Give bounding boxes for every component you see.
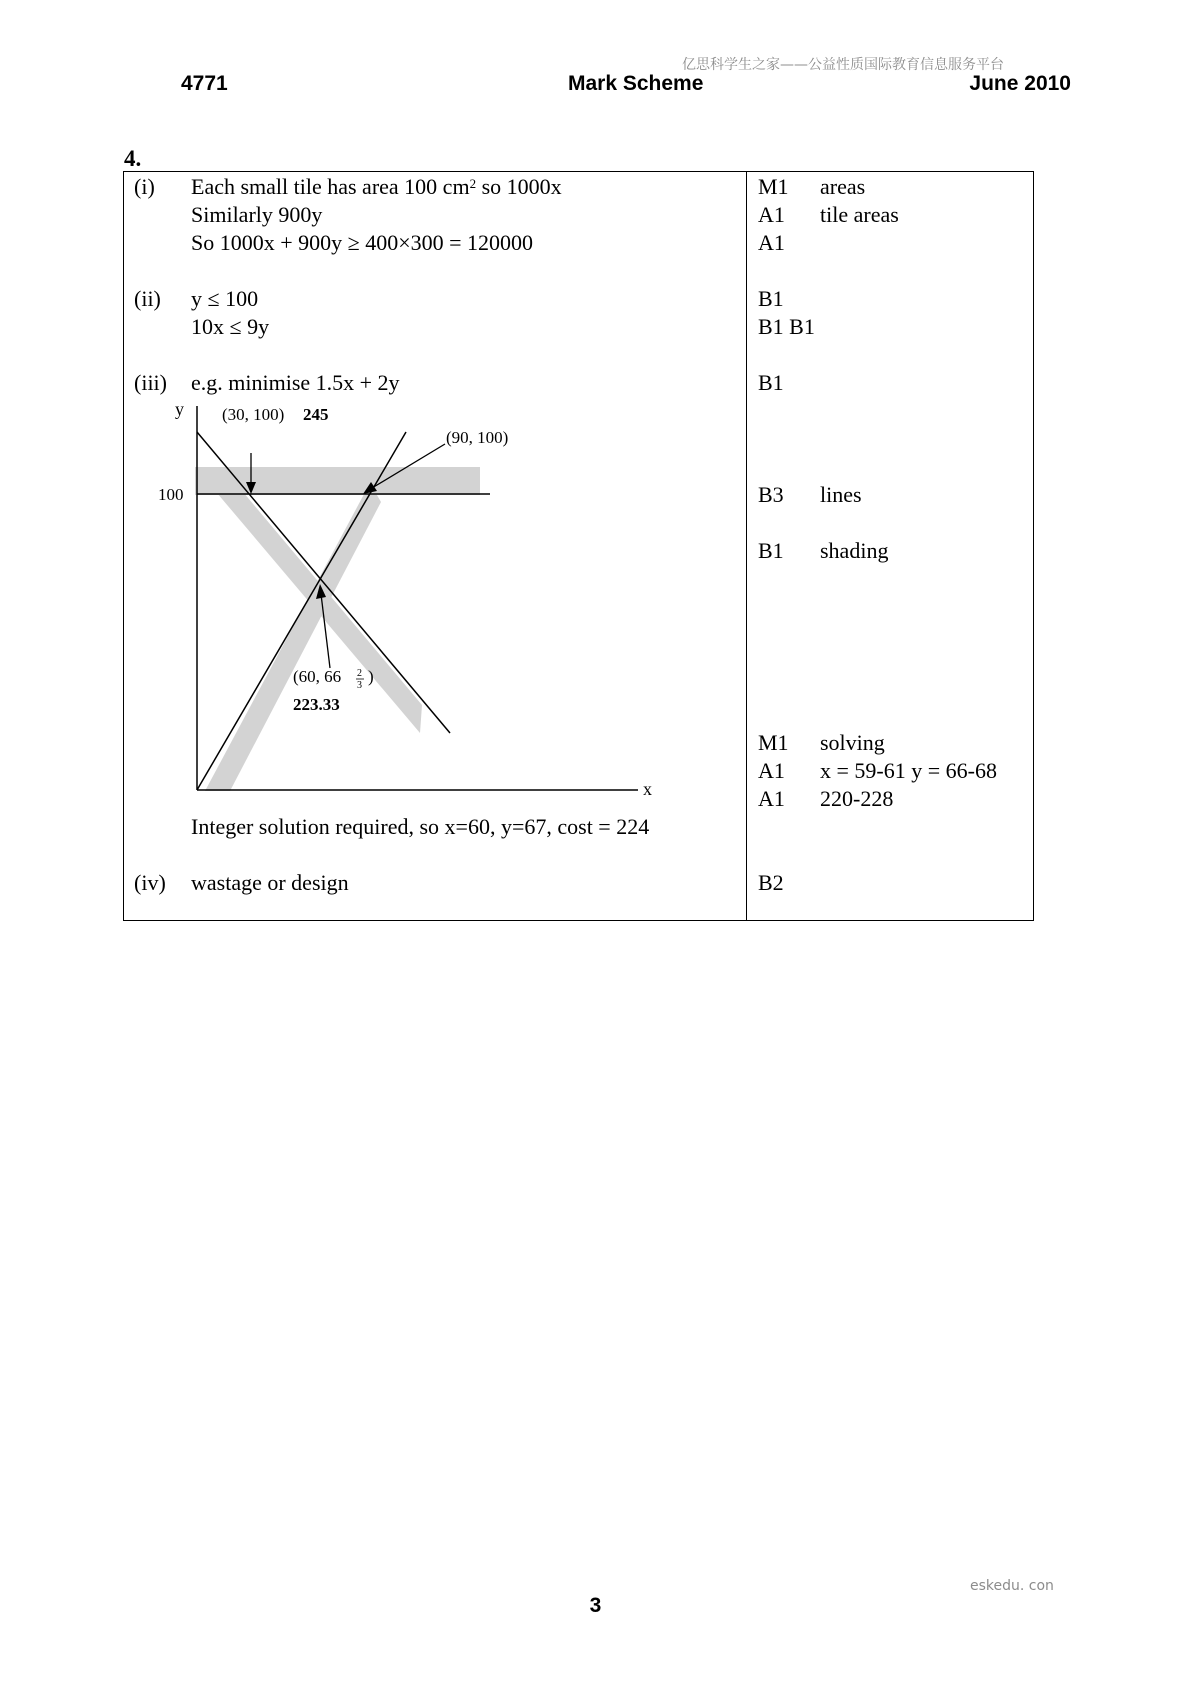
point-c-coords-suffix: ) bbox=[368, 667, 374, 686]
mark-comment: lines bbox=[820, 482, 862, 507]
mark-code: M1 bbox=[758, 730, 789, 755]
point-c-value: 223.33 bbox=[293, 695, 340, 714]
mark-code: A1 bbox=[758, 758, 785, 783]
part-iii-label: (iii) bbox=[134, 370, 167, 395]
part-i-line2: Similarly 900y bbox=[191, 202, 323, 227]
mark-code: B1 bbox=[758, 538, 784, 563]
point-c-coords-prefix: (60, 66 bbox=[293, 667, 342, 686]
part-iii-line1: e.g. minimise 1.5x + 2y bbox=[191, 370, 400, 395]
mark-code: B2 bbox=[758, 870, 784, 895]
feasible-region-graph bbox=[150, 398, 670, 798]
superscript: 2 bbox=[469, 176, 477, 191]
part-i-line1: Each small tile has area 100 $cm^2$ so 1000x bbox=[191, 174, 562, 199]
x-axis-label: x bbox=[643, 779, 652, 798]
question-number: 4. bbox=[124, 146, 142, 171]
y-tick-100: 100 bbox=[158, 485, 184, 504]
mark-code: A1 bbox=[758, 230, 785, 255]
part-i-label: (i) bbox=[134, 174, 155, 199]
shading bbox=[195, 467, 480, 791]
mark-code: B1 bbox=[758, 370, 784, 395]
mark-comment: areas bbox=[820, 174, 866, 199]
point-b-coords: (90, 100) bbox=[446, 428, 509, 447]
mark-comment: x = 59-61 y = 66-68 bbox=[820, 758, 997, 783]
mark-code: A1 bbox=[758, 786, 785, 811]
part-iii-conclusion: Integer solution required, so x=60, y=67, cost = 224 bbox=[191, 814, 650, 839]
point-a-value: 245 bbox=[303, 405, 329, 424]
column-divider bbox=[746, 171, 747, 921]
part-ii-line1: y ≤ 100 bbox=[191, 286, 259, 311]
part-ii-label: (ii) bbox=[134, 286, 161, 311]
header-code: 4771 bbox=[181, 72, 228, 95]
mark-code: M1 bbox=[758, 174, 789, 199]
part-iv-line1: wastage or design bbox=[191, 870, 349, 895]
header-title: Mark Scheme bbox=[568, 72, 704, 95]
point-c-frac-den: 3 bbox=[357, 680, 362, 691]
mark-comment: shading bbox=[820, 538, 889, 563]
part-iv-label: (iv) bbox=[134, 870, 166, 895]
mark-comment: 220-228 bbox=[820, 786, 894, 811]
mark-comment: solving bbox=[820, 730, 885, 755]
header-date: June 2010 bbox=[969, 72, 1071, 95]
part-ii-line2: 10x ≤ 9y bbox=[191, 314, 270, 339]
site-watermark: eskedu. con bbox=[970, 1578, 1054, 1594]
mark-code: B3 bbox=[758, 482, 784, 507]
point-c-frac-num: 2 bbox=[357, 668, 362, 679]
part-i-line3: So 1000x + 900y ≥ 400×300 = 120000 bbox=[191, 230, 534, 255]
point-a-coords: (30, 100) bbox=[222, 405, 285, 424]
watermark-text: 亿思科学生之家——公益性质国际教育信息服务平台 bbox=[682, 57, 1004, 73]
mark-code: B1 B1 bbox=[758, 314, 815, 339]
page-number: 3 bbox=[589, 1594, 602, 1617]
mark-comment: tile areas bbox=[820, 202, 899, 227]
y-axis-label: y bbox=[175, 399, 184, 419]
mark-code: B1 bbox=[758, 286, 784, 311]
mark-code: A1 bbox=[758, 202, 785, 227]
